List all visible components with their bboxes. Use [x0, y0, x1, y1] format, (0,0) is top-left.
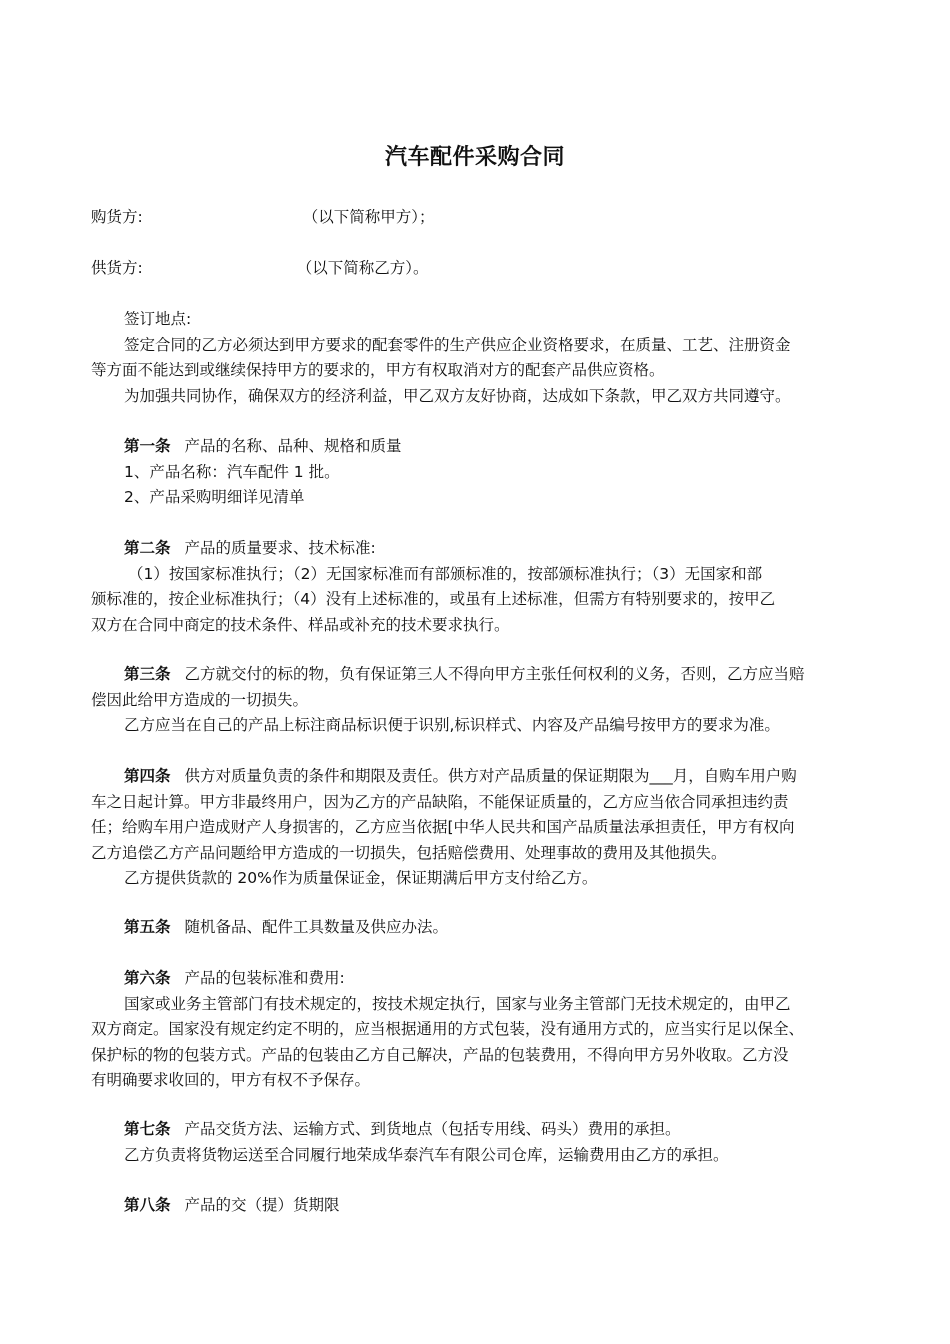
article-3-label: 第三条	[124, 665, 171, 683]
article-8-heading	[124, 1192, 340, 1218]
article-8-label: 第八条	[124, 1196, 171, 1214]
article-2-text: （1）按国家标准执行；（2）无国家标准而有部颁标准的，按部颁标准执行；（3）无国家和部	[128, 565, 763, 583]
article-1-label: 第一条	[124, 437, 171, 455]
article-5-label: 第五条	[124, 918, 171, 936]
seller-note: （以下简称乙方）。	[296, 259, 429, 277]
intro-purpose: 为加强共同协作，确保双方的经济利益，甲乙双方友好协商，达成如下条款，甲乙双方共同遵守。	[124, 387, 791, 405]
buyer-note: （以下简称甲方）；	[302, 208, 435, 226]
article-4-text-cont: 车之日起计算。甲方非最终用户，因为乙方的产品缺陷，不能保证质量的，乙方应当依合同承担违约责	[91, 793, 789, 811]
article-4-text-cont: 任；给购车用户造成财产人身损害的，乙方应当依据[中华人民共和国产品质量法承担责任，甲方有权向	[91, 818, 795, 836]
buyer-label: 购货方:	[91, 208, 143, 226]
article-2-text: 双方在合同中商定的技术条件、样品或补充的技术要求执行。	[91, 616, 510, 634]
article-3-heading	[124, 661, 805, 687]
article-7-label: 第七条	[124, 1120, 171, 1138]
article-2-heading	[124, 535, 376, 561]
article-1-heading	[124, 433, 402, 459]
signing-place: 签订地点:	[124, 310, 192, 328]
intro-paragraph-cont: 等方面不能达到或继续保持甲方的要求的，甲方有权取消对方的配套产品供应资格。	[91, 361, 665, 379]
article-6-para-cont: 双方商定。国家没有规定约定不明的，应当根据通用的方式包装，没有通用方式的，应当实行足以保全、	[91, 1020, 805, 1038]
article-6-para: 国家或业务主管部门有技术规定的，按技术规定执行，国家与业务主管部门无技术规定的，由甲乙	[124, 995, 791, 1013]
article-2-label: 第二条	[124, 539, 171, 557]
article-1-item: 1、产品名称：汽车配件 1 批。	[124, 463, 340, 481]
article-4-text-cont: 乙方追偿乙方产品问题给甲方造成的一切损失，包括赔偿费用、处理事故的费用及其他损失。	[91, 844, 727, 862]
article-4-deposit: 乙方提供货款的 20%作为质量保证金，保证期满后甲方支付给乙方。	[124, 869, 598, 887]
article-8-text: 产品的交（提）货期限	[184, 1196, 340, 1214]
article-4-text: 供方对质量负责的条件和期限及责任。供方对产品质量的保证期限为___月，自购车用户购	[184, 767, 797, 785]
article-3-text: 乙方就交付的标的物，负有保证第三人不得向甲方主张任何权利的义务，否则，乙方应当赔	[184, 665, 805, 683]
article-2-title: 产品的质量要求、技术标准:	[184, 539, 376, 557]
article-2-text: 颁标准的，按企业标准执行；（4）没有上述标准的，或虽有上述标准，但需方有特别要求的，按甲乙	[91, 590, 776, 608]
article-1-title: 产品的名称、品种、规格和质量	[184, 437, 402, 455]
article-6-para-cont: 保护标的物的包装方式。产品的包装由乙方自己解决，产品的包装费用，不得向甲方另外收取。乙方没	[91, 1046, 789, 1064]
article-7-para: 乙方负责将货物运送至合同履行地荣成华泰汽车有限公司仓库，运输费用由乙方的承担。	[124, 1146, 729, 1164]
article-6-label: 第六条	[124, 969, 171, 987]
article-6-para-cont: 有明确要求收回的，甲方有权不予保存。	[91, 1071, 371, 1089]
article-5-heading	[124, 914, 448, 940]
article-3-text-cont: 偿因此给甲方造成的一切损失。	[91, 691, 309, 709]
article-6-heading	[124, 965, 345, 991]
seller-line	[91, 255, 429, 281]
article-3-marking: 乙方应当在自己的产品上标注商品标识便于识别,标识样式、内容及产品编号按甲方的要求为准。	[124, 716, 780, 734]
seller-label: 供货方:	[91, 259, 143, 277]
article-6-text: 产品的包装标准和费用:	[184, 969, 345, 987]
buyer-line	[91, 204, 435, 230]
article-1-item: 2、产品采购明细详见清单	[124, 488, 305, 506]
article-7-text: 产品交货方法、运输方式、到货地点（包括专用线、码头）费用的承担。	[184, 1120, 681, 1138]
intro-paragraph: 签定合同的乙方必须达到甲方要求的配套零件的生产供应企业资格要求，在质量、工艺、注册资金	[124, 336, 791, 354]
article-7-heading	[124, 1116, 681, 1142]
document-title: 汽车配件采购合同	[384, 145, 565, 170]
article-4-label: 第四条	[124, 767, 171, 785]
article-4-heading	[124, 763, 797, 789]
article-5-text: 随机备品、配件工具数量及供应办法。	[184, 918, 449, 936]
